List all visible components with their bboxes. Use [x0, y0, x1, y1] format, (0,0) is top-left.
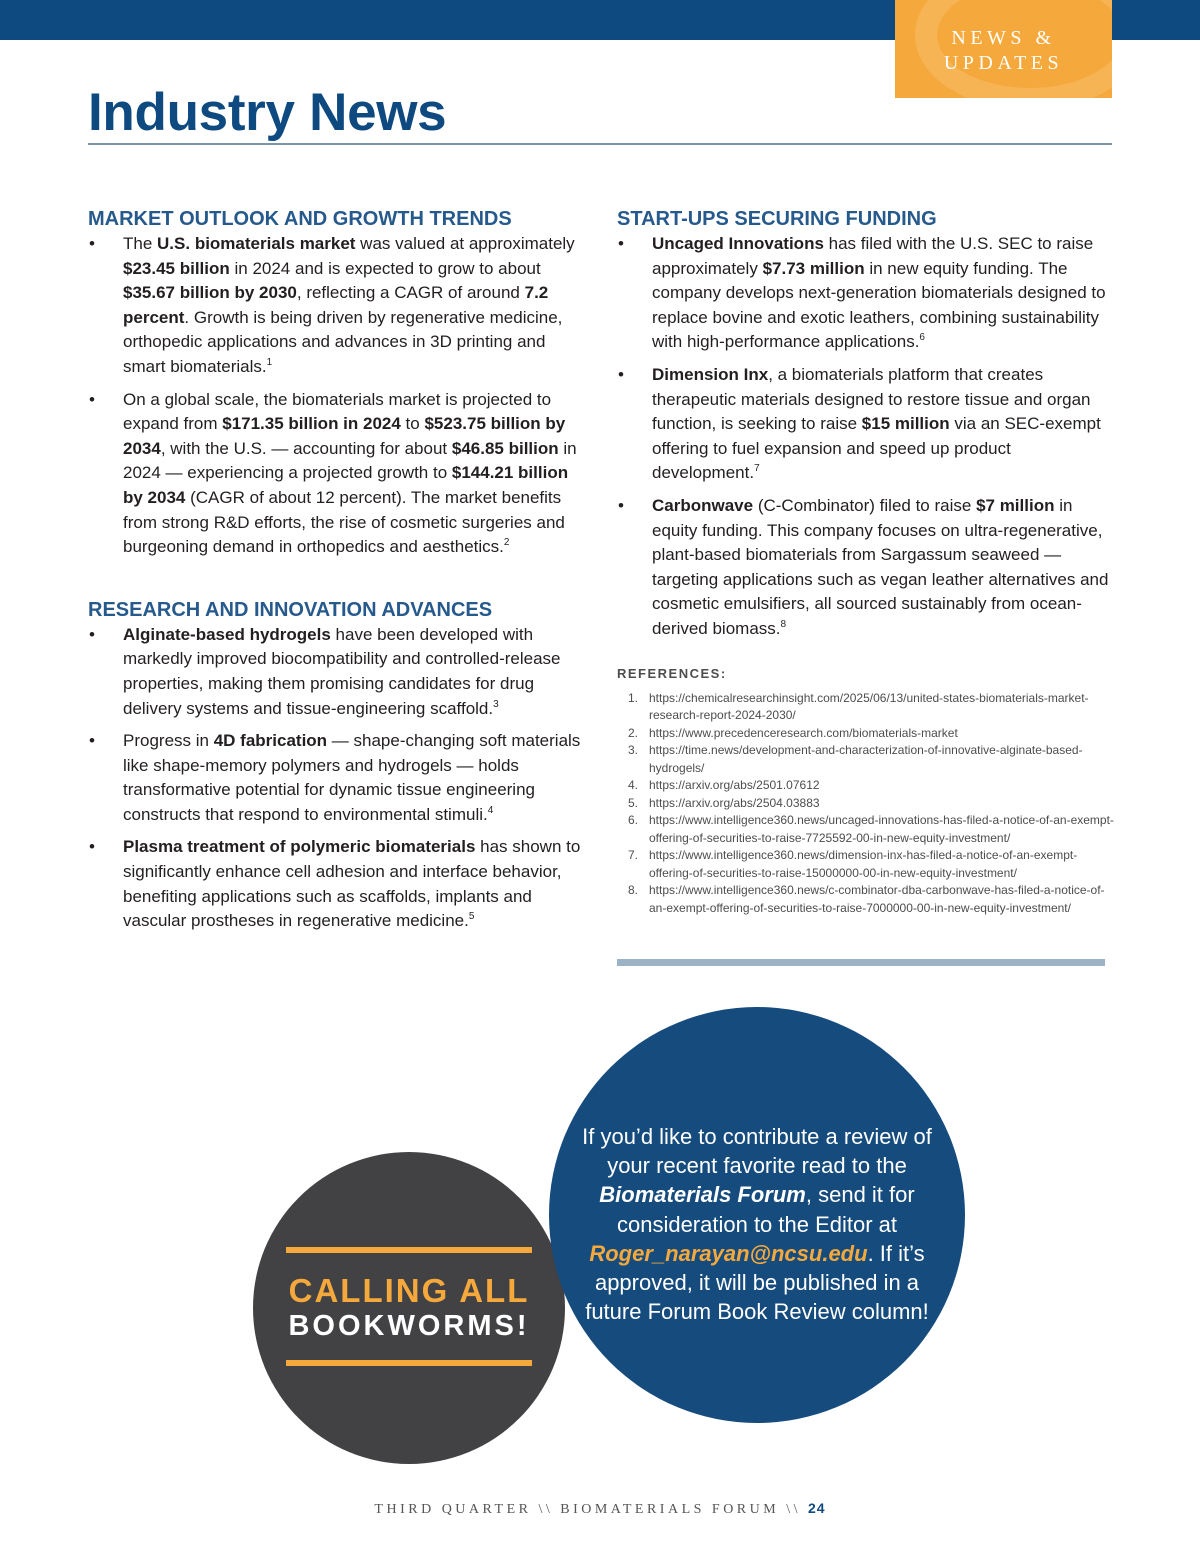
reference-item — [617, 777, 1117, 795]
reference-item — [617, 690, 1117, 725]
bullet-icon: • — [89, 234, 95, 253]
text: in 2024 and is expected to grow to about — [229, 258, 541, 278]
reference-number: 8. — [628, 883, 639, 897]
bold-text: Plasma treatment of polymeric biomaterials — [123, 837, 476, 857]
bold-text: $7 million — [976, 495, 1055, 515]
references-title: REFERENCES: — [617, 665, 727, 681]
bold-text: $15 million — [861, 414, 950, 434]
bold-text: $7.73 million — [762, 258, 865, 278]
list-item — [88, 232, 583, 380]
list-item — [88, 835, 583, 933]
text: Progress in — [123, 731, 214, 751]
forum-name: Biomaterials Forum — [599, 1182, 806, 1208]
text: If you’d like to contribute a review of your recent favorite read to the — [582, 1124, 932, 1179]
reference-link[interactable]: https://www.precedenceresearch.com/biomaterials-market — [649, 725, 958, 740]
reference-link[interactable]: https://arxiv.org/abs/2504.03883 — [649, 795, 820, 810]
references-divider — [617, 959, 1105, 966]
text: in new equity funding. The company develops next-generation biomaterials designed to replace bovine and exotic leathers, combining sustainability with high-performance applications. — [652, 258, 1106, 352]
list-item — [88, 729, 583, 827]
footnote-ref: 3 — [493, 698, 499, 710]
footnote-ref: 5 — [468, 911, 475, 923]
text: (CAGR of about 12 percent). The market benefits from strong R&D efforts, the rise of cosmetic surgeries and burgeoning demand in orthopedics and aesthetics. — [123, 487, 565, 557]
bold-text: $46.85 billion — [451, 438, 559, 458]
bold-text: Uncaged Innovations — [652, 234, 824, 253]
reference-number: 4. — [628, 778, 639, 792]
startups-list — [617, 232, 1117, 642]
reference-number: 6. — [628, 813, 639, 827]
orange-divider-bottom — [286, 1360, 532, 1366]
bold-text: $171.35 billion in 2024 — [222, 414, 401, 434]
footnote-ref: 2 — [503, 537, 510, 549]
title-divider — [88, 143, 1112, 145]
bold-text: $23.45 billion — [123, 258, 230, 278]
list-item — [88, 623, 583, 721]
footnote-ref: 7 — [754, 463, 760, 475]
text: , send it for consideration to the Editor at — [616, 1182, 915, 1237]
text: , with the U.S. — accounting for about — [160, 438, 452, 458]
calling-all-heading: CALLING ALL — [288, 1272, 530, 1309]
reference-item — [617, 795, 1117, 813]
reference-link[interactable]: https://www.intelligence360.news/c-combinator-dba-carbonwave-has-filed-a-notice-of-an-exempt-offering-of-securities-to-raise-7000000-00-in-new-equity-investment/ — [649, 883, 1105, 915]
list-item — [88, 388, 583, 560]
reference-item — [617, 882, 1117, 917]
footnote-ref: 8 — [780, 618, 787, 630]
reference-number: 5. — [628, 795, 639, 810]
section-title-startups: START-UPS SECURING FUNDING — [617, 208, 937, 230]
list-item — [617, 494, 1117, 642]
bullet-icon: • — [89, 624, 95, 644]
bullet-icon: • — [618, 364, 624, 384]
page-number: 24 — [807, 1500, 826, 1516]
reference-link[interactable]: https://www.intelligence360.news/dimension-inx-has-filed-a-notice-of-an-exempt-offering-of-securities-to-raise-15000000-00-in-new-equity-investment/ — [649, 848, 1078, 880]
bold-text: Dimension Inx — [652, 364, 769, 384]
text: , reflecting a CAGR of around — [296, 283, 525, 303]
text: was valued at approximately — [355, 234, 575, 253]
reference-link[interactable]: https://time.news/development-and-characterization-of-innovative-alginate-based-hydrogels/ — [649, 743, 1083, 775]
badge-line-2: UPDATES — [943, 52, 1064, 74]
bold-text: U.S. biomaterials market — [157, 234, 356, 253]
text: . If it’s approved, it will be published in a future Forum Book Review column! — [585, 1240, 929, 1325]
page-title: Industry News — [88, 83, 447, 142]
bookworms-heading: BOOKWORMS! — [288, 1310, 530, 1342]
section-title-market: MARKET OUTLOOK AND GROWTH TRENDS — [88, 208, 512, 230]
text: . Growth is being driven by regenerative medicine, orthopedic applications and advances in 3D printing and smart biomaterials. — [123, 307, 563, 376]
research-list — [88, 623, 583, 934]
reference-item — [617, 847, 1117, 882]
text: On a global scale, the biomaterials market is projected to expand from — [123, 389, 552, 434]
reference-link[interactable]: https://chemicalresearchinsight.com/2025/06/13/united-states-biomaterials-market-research-report-2024-2030/ — [649, 690, 1089, 722]
reference-number: 2. — [628, 725, 639, 740]
reference-item — [617, 725, 1117, 743]
bullet-icon: • — [618, 495, 624, 515]
bold-text: $523.75 billion by 2034 — [123, 414, 566, 458]
orange-divider-top — [286, 1247, 532, 1253]
news-updates-badge — [895, 0, 1112, 98]
text: has filed with the U.S. SEC to raise approximately — [652, 234, 1094, 278]
right-column — [617, 207, 1117, 917]
bold-text: Carbonwave — [652, 495, 754, 515]
market-list — [88, 232, 583, 560]
reference-item — [617, 812, 1117, 847]
bold-text: 4D fabrication — [213, 731, 328, 751]
bullet-icon: • — [89, 731, 95, 751]
footer-text: THIRD QUARTER \\ BIOMATERIALS FORUM \\ — [374, 1502, 808, 1517]
bold-text: $144.21 billion by 2034 — [123, 463, 569, 507]
references-list — [617, 690, 1117, 918]
text: to — [400, 414, 425, 434]
reference-link[interactable]: https://www.intelligence360.news/uncaged-innovations-has-filed-a-notice-of-an-exempt-offering-of-securities-to-raise-7725592-00-in-new-equity-investment/ — [649, 813, 1114, 845]
bullet-icon: • — [89, 837, 95, 857]
text: The — [123, 234, 158, 253]
bullet-icon: • — [89, 389, 95, 409]
footnote-ref: 6 — [919, 332, 925, 344]
reference-number: 3. — [628, 743, 639, 757]
text: , a biomaterials platform that creates therapeutic materials designed to restore tissue and organ function, is seeking to raise — [652, 364, 1091, 434]
text: have been developed with markedly improved biocompatibility and controlled-release properties, making them promising candidates for drug delivery systems and tissue-engineering scaffold. — [123, 624, 561, 718]
references — [617, 666, 1117, 918]
text: has shown to significantly enhance cell adhesion and interface behavior, benefiting applications such as scaffolds, implants and vascular prostheses in regenerative medicine. — [123, 837, 581, 931]
list-item — [617, 363, 1117, 486]
contribute-text — [570, 1122, 944, 1326]
text: (C-Combinator) filed to raise — [753, 495, 977, 515]
reference-item — [617, 742, 1117, 777]
text: — shape-changing soft materials like shape-memory polymers and hydrogels — holds transformative potential for dynamic tissue engineering constructs that respond to environmental stimuli. — [123, 731, 581, 824]
text: in 2024 — experiencing a projected growth to — [123, 438, 577, 483]
reference-number: 7. — [628, 848, 639, 862]
list-item — [617, 232, 1117, 355]
footnote-ref: 4 — [487, 804, 494, 816]
text: in equity funding. This company focuses on ultra-regenerative, plant-based biomaterials from Sargassum seaweed — targeting applications such as vegan leather alternatives and cosmetic emulsifiers, all sourced sustainably from ocean-derived biomass. — [652, 495, 1109, 638]
page-footer — [0, 1500, 1200, 1518]
section-title-research: RESEARCH AND INNOVATION ADVANCES — [88, 598, 493, 621]
bullet-icon: • — [618, 234, 624, 253]
editor-email-link[interactable]: Roger_narayan@ncsu.edu — [589, 1240, 868, 1266]
reference-link[interactable]: https://arxiv.org/abs/2501.07612 — [649, 778, 820, 792]
bold-text: Alginate-based hydrogels — [123, 624, 331, 644]
bold-text: $35.67 billion by 2030 — [123, 283, 297, 303]
badge-line-1: NEWS & — [951, 27, 1056, 49]
reference-number: 1. — [628, 690, 639, 705]
bold-text: 7.2 percent — [123, 283, 549, 327]
text: via an SEC-exempt offering to fuel expansion and speed up product development. — [652, 414, 1101, 483]
badge-text — [895, 26, 1112, 76]
footnote-ref: 1 — [266, 356, 273, 368]
left-column — [88, 207, 583, 942]
